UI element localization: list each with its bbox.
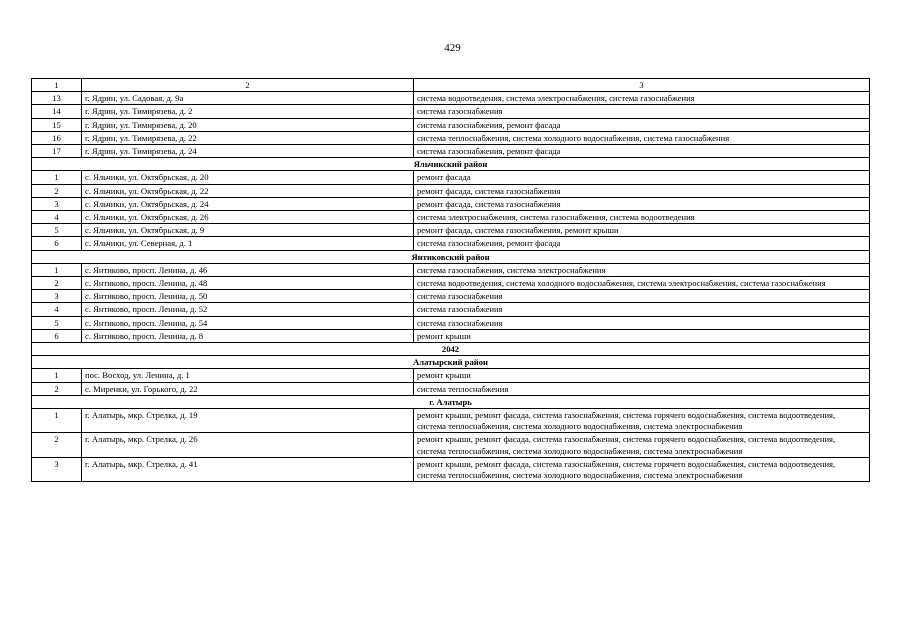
table-row bbox=[32, 197, 870, 210]
table-row bbox=[32, 105, 870, 118]
row-address: с. Янтиково, просп. Ленина, д. 54 bbox=[82, 316, 414, 329]
row-number: 2 bbox=[32, 277, 82, 290]
row-number: 5 bbox=[32, 316, 82, 329]
table-body bbox=[32, 79, 870, 482]
row-works: система газоснабжения bbox=[414, 105, 870, 118]
table-row bbox=[32, 131, 870, 144]
row-number: 1 bbox=[32, 263, 82, 276]
row-address: г. Алатырь, мкр. Стрелка, д. 26 bbox=[82, 433, 414, 457]
row-address: с. Янтиково, просп. Ленина, д. 8 bbox=[82, 329, 414, 342]
table-row bbox=[32, 211, 870, 224]
row-address: г. Ядрин, ул. Тимирязева, д. 20 bbox=[82, 118, 414, 131]
row-works: система теплоснабжения, система холодного водоснабжения, система газоснабжения bbox=[414, 131, 870, 144]
row-works: ремонт фасада, система газоснабжения bbox=[414, 197, 870, 210]
row-works: ремонт крыши bbox=[414, 329, 870, 342]
row-address: с. Яльчики, ул. Октябрьская, д. 26 bbox=[82, 211, 414, 224]
row-address: г. Ядрин, ул. Тимирязева, д. 24 bbox=[82, 145, 414, 158]
row-works: ремонт фасада, система газоснабжения, ремонт крыши bbox=[414, 224, 870, 237]
row-number: 16 bbox=[32, 131, 82, 144]
row-number: 1 bbox=[32, 171, 82, 184]
row-works: ремонт крыши, ремонт фасада, система газоснабжения, система горячего водоснабжения, система водоотведения, система теплоснабжения, система холодного водоснабжения, система электроснабжения bbox=[414, 457, 870, 481]
section-row bbox=[32, 250, 870, 263]
row-address: с. Янтиково, просп. Ленина, д. 46 bbox=[82, 263, 414, 276]
row-address: г. Ядрин, ул. Тимирязева, д. 22 bbox=[82, 131, 414, 144]
row-address: с. Яльчики, ул. Октябрьская, д. 20 bbox=[82, 171, 414, 184]
row-number: 14 bbox=[32, 105, 82, 118]
table-row bbox=[32, 145, 870, 158]
row-works: система водоотведения, система холодного водоснабжения, система электроснабжения, система газоснабжения bbox=[414, 277, 870, 290]
table-row bbox=[32, 263, 870, 276]
row-number: 4 bbox=[32, 303, 82, 316]
table-row bbox=[32, 118, 870, 131]
row-works: система теплоснабжения bbox=[414, 382, 870, 395]
row-works: ремонт фасада bbox=[414, 171, 870, 184]
section-title: 2042 bbox=[32, 343, 870, 356]
row-address: с. Миренки, ул. Горького, д. 22 bbox=[82, 382, 414, 395]
row-works: система газоснабжения, ремонт фасада bbox=[414, 118, 870, 131]
table-row bbox=[32, 92, 870, 105]
table-row bbox=[32, 369, 870, 382]
row-address: с. Яльчики, ул. Октябрьская, д. 24 bbox=[82, 197, 414, 210]
row-works: ремонт крыши, ремонт фасада, система газоснабжения, система горячего водоснабжения, система водоотведения, система теплоснабжения, система холодного водоснабжения, система электроснабжения bbox=[414, 409, 870, 433]
row-address: с. Янтиково, просп. Ленина, д. 48 bbox=[82, 277, 414, 290]
table-row bbox=[32, 329, 870, 342]
table-row bbox=[32, 237, 870, 250]
row-number: 1 bbox=[32, 369, 82, 382]
table-row bbox=[32, 290, 870, 303]
table-row bbox=[32, 409, 870, 433]
document-table bbox=[31, 78, 870, 482]
row-works: ремонт крыши, ремонт фасада, система газоснабжения, система горячего водоснабжения, система водоотведения, система теплоснабжения, система холодного водоснабжения, система электроснабжения bbox=[414, 433, 870, 457]
table-row bbox=[32, 184, 870, 197]
row-number: 6 bbox=[32, 329, 82, 342]
row-works: ремонт фасада, система газоснабжения bbox=[414, 184, 870, 197]
row-address: с. Яльчики, ул. Северная, д. 1 bbox=[82, 237, 414, 250]
row-number: 3 bbox=[32, 290, 82, 303]
section-row bbox=[32, 395, 870, 408]
row-works: система газоснабжения, система электроснабжения bbox=[414, 263, 870, 276]
row-address: г. Алатырь, мкр. Стрелка, д. 41 bbox=[82, 457, 414, 481]
row-address: с. Яльчики, ул. Октябрьская, д. 9 bbox=[82, 224, 414, 237]
page-number: 429 bbox=[444, 42, 461, 54]
row-works: ремонт крыши bbox=[414, 369, 870, 382]
row-works: система газоснабжения bbox=[414, 316, 870, 329]
row-works: система электроснабжения, система газоснабжения, система водоотведения bbox=[414, 211, 870, 224]
section-row bbox=[32, 343, 870, 356]
section-title: г. Алатырь bbox=[32, 395, 870, 408]
table-row bbox=[32, 382, 870, 395]
section-title: Янтиковский район bbox=[32, 250, 870, 263]
row-address: г. Ядрин, ул. Тимирязева, д. 2 bbox=[82, 105, 414, 118]
row-number: 4 bbox=[32, 211, 82, 224]
row-number: 17 bbox=[32, 145, 82, 158]
header-row bbox=[32, 79, 870, 92]
table-row bbox=[32, 277, 870, 290]
table-row bbox=[32, 171, 870, 184]
row-number: 15 bbox=[32, 118, 82, 131]
row-address: с. Янтиково, просп. Ленина, д. 50 bbox=[82, 290, 414, 303]
header-cell-address: 2 bbox=[82, 79, 414, 92]
row-address: пос. Восход, ул. Ленина, д. 1 bbox=[82, 369, 414, 382]
row-number: 5 bbox=[32, 224, 82, 237]
header-cell-works: 3 bbox=[414, 79, 870, 92]
row-number: 6 bbox=[32, 237, 82, 250]
row-works: система газоснабжения bbox=[414, 290, 870, 303]
header-cell-num: 1 bbox=[32, 79, 82, 92]
section-title: Яльчикский район bbox=[32, 158, 870, 171]
table-row bbox=[32, 433, 870, 457]
row-works: система газоснабжения bbox=[414, 303, 870, 316]
table-row bbox=[32, 457, 870, 481]
row-works: система газоснабжения, ремонт фасада bbox=[414, 145, 870, 158]
section-row bbox=[32, 356, 870, 369]
section-title: Алатырский район bbox=[32, 356, 870, 369]
table-row bbox=[32, 224, 870, 237]
section-row bbox=[32, 158, 870, 171]
row-address: с. Яльчики, ул. Октябрьская, д. 22 bbox=[82, 184, 414, 197]
row-number: 2 bbox=[32, 433, 82, 457]
row-works: система газоснабжения, ремонт фасада bbox=[414, 237, 870, 250]
table-row bbox=[32, 316, 870, 329]
row-address: г. Ядрин, ул. Садовая, д. 9а bbox=[82, 92, 414, 105]
table-row bbox=[32, 303, 870, 316]
row-number: 3 bbox=[32, 197, 82, 210]
row-number: 3 bbox=[32, 457, 82, 481]
row-number: 2 bbox=[32, 382, 82, 395]
row-works: система водоотведения, система электроснабжения, система газоснабжения bbox=[414, 92, 870, 105]
row-address: с. Янтиково, просп. Ленина, д. 52 bbox=[82, 303, 414, 316]
row-address: г. Алатырь, мкр. Стрелка, д. 19 bbox=[82, 409, 414, 433]
row-number: 13 bbox=[32, 92, 82, 105]
row-number: 1 bbox=[32, 409, 82, 433]
row-number: 2 bbox=[32, 184, 82, 197]
